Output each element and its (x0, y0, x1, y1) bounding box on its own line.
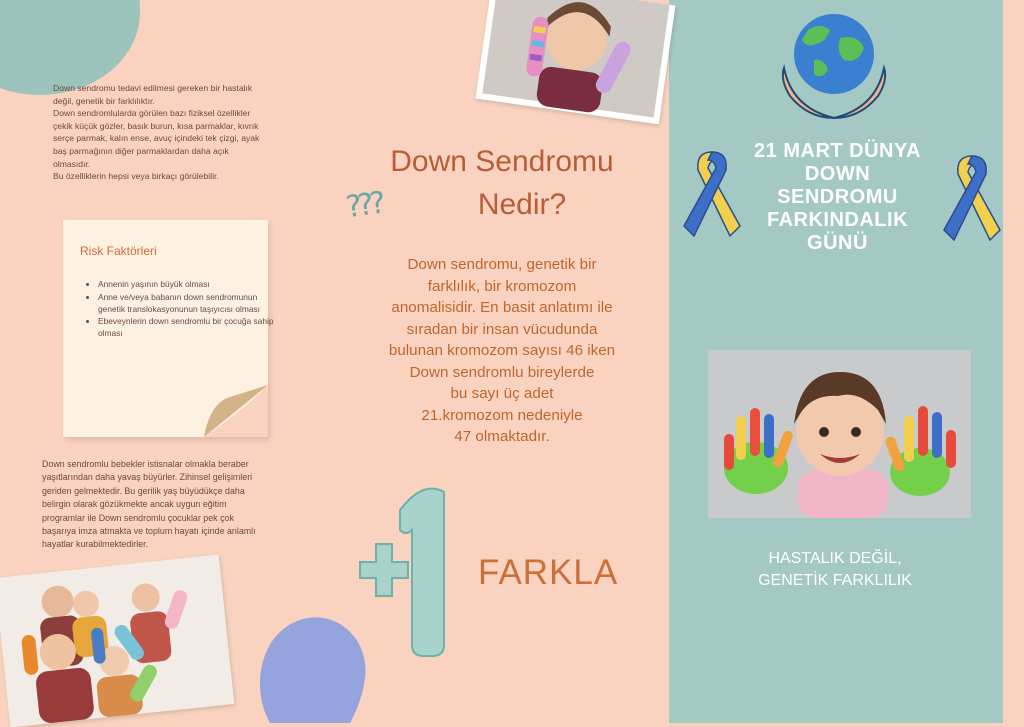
development-line: hayatlar kurabilmektedirler. (42, 539, 149, 550)
risk-item: • Ebeveynlerin down sendromlu bir çocuğa sahip olması (98, 316, 276, 340)
girl-painted-hands-illustration (708, 350, 971, 518)
intro-line: baş parmağının diğer parmaklardan daha açık (53, 145, 229, 156)
definition-line: bulunan kromozom sayısı 46 iken (388, 342, 616, 359)
definition-line: 47 olmaktadır. (454, 428, 550, 445)
awareness-title-line: FARKINDALIK (766, 209, 909, 231)
intro-line: çekik küçük gözler, basık burun, kısa parmaklar, kıvrık (53, 120, 259, 131)
question-marks-icon: ??? (343, 185, 385, 226)
intro-text (53, 82, 323, 183)
definition-line: sıradan bir insan vücudunda (406, 320, 598, 338)
definition-line: anomalisidir. En basit anlatımı ile (391, 299, 613, 316)
intro-line: Down sendromu tedavi edilmesi gereken bir hastalık (53, 83, 253, 93)
girl-painted-hands-photo (708, 350, 971, 518)
development-line: programlar ile Down sendromlu çocuklar pek çok (42, 512, 234, 523)
awareness-title-line: DOWN (804, 163, 871, 185)
note-folded-corner (200, 383, 270, 439)
development-line: belirgin olarak gözükmekte ancak uygun eğitim (42, 499, 227, 510)
intro-line: olmasıdır. (53, 158, 91, 169)
definition-line: Down sendromu, genetik bir (407, 256, 597, 273)
page-title (335, 140, 669, 226)
development-line: geriden gelmektedir. Bu gerilik yaş büyüdükçe daha (42, 485, 245, 496)
definition-line: bu sayı üç adet (450, 385, 554, 402)
risk-item: • Annenin yaşının büyük olması (98, 279, 276, 291)
plus-one-graphic (338, 480, 468, 660)
risk-item: • Anne ve/veya babanın down sendromunun genetik translokasyonunun taşıyıcısı olması (98, 292, 276, 316)
subtitle-line: HASTALIK DEĞİL, (768, 550, 902, 567)
awareness-title-line: GÜNÜ (807, 232, 868, 254)
development-text (42, 458, 327, 552)
development-line: başarıya imza atmakta ve toplum hayatı içinde anlamlı (42, 526, 256, 537)
subtitle-line: GENETİK FARKLILIK (758, 572, 912, 589)
awareness-title-line: SENDROMU (777, 186, 898, 208)
definition-line: farklılık, bir kromozom (427, 277, 577, 295)
intro-line: değil, genetik bir farklılıktır. (53, 95, 155, 106)
definition-line: Down sendromlu bireylerde (409, 363, 595, 381)
intro-line: serçe parmak, kalın ense, avuç içindeki tek çizgi, ayak (53, 133, 260, 144)
children-group-photo (0, 555, 234, 727)
farkla-text: FARKLA (478, 553, 619, 592)
definition-paragraph (335, 254, 669, 448)
title-line-1: Down Sendromu (390, 145, 614, 178)
risk-factors-title: Risk Faktörleri (80, 244, 157, 258)
awareness-title-line: 21 MART DÜNYA (754, 140, 921, 162)
development-line: yaşıtlarından daha yavaş büyürler. Zihinsel gelişimleri (42, 472, 253, 483)
awareness-subtitle (700, 548, 970, 592)
title-line-2: Nedir? (477, 188, 567, 221)
development-line: Down sendromlu bebekler istisnalar olmakla beraber (42, 459, 249, 469)
risk-factors-list (84, 279, 276, 341)
definition-line: 21.kromozom nedeniyle (421, 406, 583, 424)
intro-line: Down sendromlularda görülen bazı fiziksel özellikler (53, 108, 251, 119)
children-group-illustration (0, 555, 234, 727)
intro-line: Bu özelliklerin hepsi veya birkaçı görülebilir. (53, 171, 219, 182)
right-edge-strip (1003, 0, 1024, 723)
awareness-day-title (720, 140, 955, 255)
globe-hands-icon (778, 8, 890, 128)
